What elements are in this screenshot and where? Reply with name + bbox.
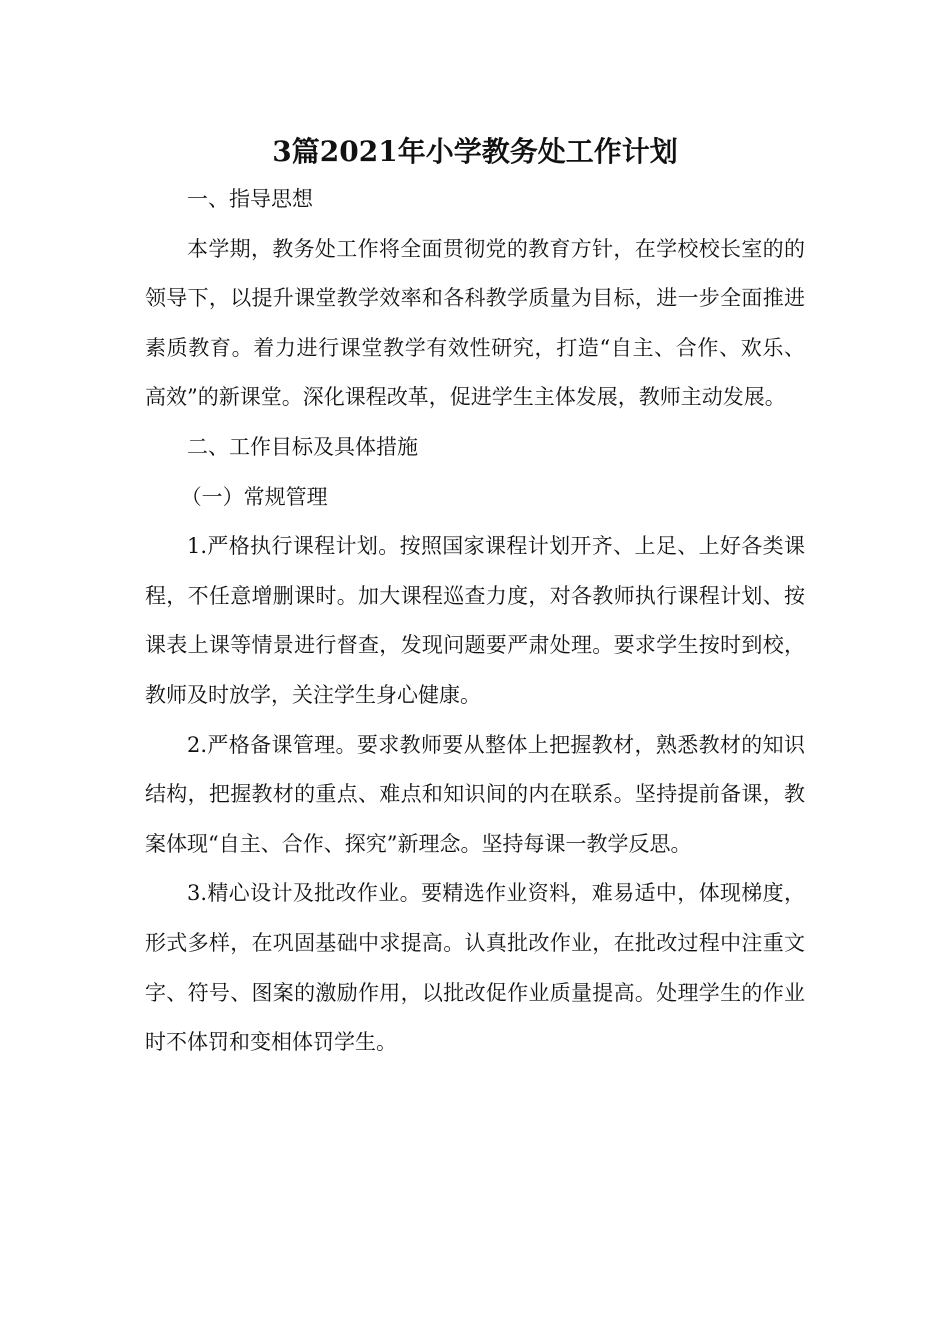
subsection-heading-routine-management: （一）常规管理: [180, 484, 328, 509]
section-heading-goals-measures: 二、工作目标及具体措施: [187, 434, 418, 459]
paragraph-guiding-thought: 本学期，教务处工作将全面贯彻党的教育方针，在学校校长室的的领导下，以提升课堂教学效率和各科教学质量为目标，进一步全面推进素质教育。着力进行课堂教学有效性研究，打造“自主、合作、欢乐、高效”的新课堂。深化课程改革，促进学生主体发展，教师主动发展。: [145, 236, 805, 410]
document-body: [145, 175, 805, 1068]
section-heading-guiding-thought: 一、指导思想: [187, 187, 313, 211]
paragraph-item-1: 1.严格执行课程计划。按照国家课程计划开齐、上足、上好各类课程，不任意增删课时。加大课程巡查力度，对各教师执行课程计划、按课表上课等情景进行督查，发现问题要严肃处理。要求学生按时到校，教师及时放学，关注学生身心健康。: [145, 534, 805, 707]
paragraph-item-2: 2.严格备课管理。要求教师要从整体上把握教材，熟悉教材的知识结构，把握教材的重点、难点和知识间的内在联系。坚持提前备课，教案体现“自主、合作、探究”新理念。坚持每课一教学反思。: [145, 732, 805, 856]
document-title: 3篇2021年小学教务处工作计划: [272, 135, 678, 168]
paragraph-item-3: 3.精心设计及批改作业。要精选作业资料，难易适中，体现梯度，形式多样，在巩固基础中求提高。认真批改作业，在批改过程中注重文字、符号、图案的激励作用，以批改促作业质量提高。处理学生的作业时不体罚和变相体罚学生。: [145, 881, 805, 1055]
